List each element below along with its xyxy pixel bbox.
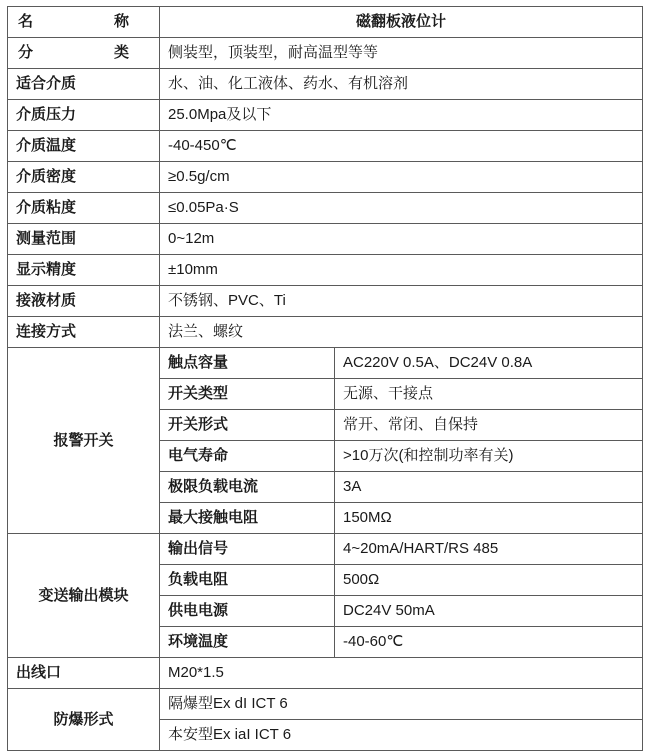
row-value: ≥0.5g/cm	[160, 162, 643, 193]
row-label: 介质压力	[8, 100, 160, 131]
row-value: DC24V 50mA	[335, 596, 643, 627]
table-row	[8, 255, 643, 286]
row-value: 水、油、化工液体、药水、有机溶剂	[160, 69, 643, 100]
row-label: 显示精度	[8, 255, 160, 286]
table-row	[8, 100, 643, 131]
group-label-alarm: 报警开关	[8, 348, 160, 534]
row-value: 3A	[335, 472, 643, 503]
row-label: 连接方式	[8, 317, 160, 348]
sub-label: 负载电阻	[160, 565, 335, 596]
row-value: ±10mm	[160, 255, 643, 286]
row-value: >10万次(和控制功率有关)	[335, 441, 643, 472]
sub-label: 电气寿命	[160, 441, 335, 472]
row-value: -40-450℃	[160, 131, 643, 162]
table-row-transmit	[8, 534, 643, 565]
row-value: 本安型Ex iaI ICT 6	[160, 720, 643, 751]
table-row	[8, 193, 643, 224]
table-row	[8, 286, 643, 317]
row-label: 接液材质	[8, 286, 160, 317]
table-row	[8, 38, 643, 69]
table-row-outlet	[8, 658, 643, 689]
sub-label: 极限负载电流	[160, 472, 335, 503]
table-row	[8, 317, 643, 348]
row-value: 法兰、螺纹	[160, 317, 643, 348]
row-label: 测量范围	[8, 224, 160, 255]
group-label-transmit: 变送输出模块	[8, 534, 160, 658]
sub-label: 输出信号	[160, 534, 335, 565]
sub-label: 开关类型	[160, 379, 335, 410]
table-row	[8, 69, 643, 100]
row-value: ≤0.05Pa·S	[160, 193, 643, 224]
table-row-explosion	[8, 689, 643, 720]
sub-label: 环境温度	[160, 627, 335, 658]
row-label: 分 类	[8, 38, 160, 69]
row-label: 介质温度	[8, 131, 160, 162]
row-value: 隔爆型Ex dI ICT 6	[160, 689, 643, 720]
specification-table	[7, 6, 643, 751]
row-label: 介质密度	[8, 162, 160, 193]
sub-label: 开关形式	[160, 410, 335, 441]
row-value: -40-60℃	[335, 627, 643, 658]
row-value: 常开、常闭、自保持	[335, 410, 643, 441]
table-row	[8, 162, 643, 193]
sub-label: 最大接触电阻	[160, 503, 335, 534]
row-label: 适合介质	[8, 69, 160, 100]
row-value: 150MΩ	[335, 503, 643, 534]
row-value: 500Ω	[335, 565, 643, 596]
row-label: 名 称	[8, 7, 160, 38]
row-value: M20*1.5	[160, 658, 643, 689]
sub-label: 触点容量	[160, 348, 335, 379]
table-row	[8, 131, 643, 162]
table-row	[8, 7, 643, 38]
table-body	[8, 7, 643, 751]
table-row-alarm	[8, 348, 643, 379]
table-row	[8, 224, 643, 255]
row-value: AC220V 0.5A、DC24V 0.8A	[335, 348, 643, 379]
group-label-explosion: 防爆形式	[8, 689, 160, 751]
row-value: 0~12m	[160, 224, 643, 255]
row-label: 出线口	[8, 658, 160, 689]
row-label: 介质粘度	[8, 193, 160, 224]
row-value: 无源、干接点	[335, 379, 643, 410]
row-value: 25.0Mpa及以下	[160, 100, 643, 131]
row-value: 侧装型，顶装型，耐高温型等等	[160, 38, 643, 69]
row-value: 不锈钢、PVC、Ti	[160, 286, 643, 317]
row-value: 4~20mA/HART/RS 485	[335, 534, 643, 565]
sub-label: 供电电源	[160, 596, 335, 627]
row-value: 磁翻板液位计	[160, 7, 643, 38]
